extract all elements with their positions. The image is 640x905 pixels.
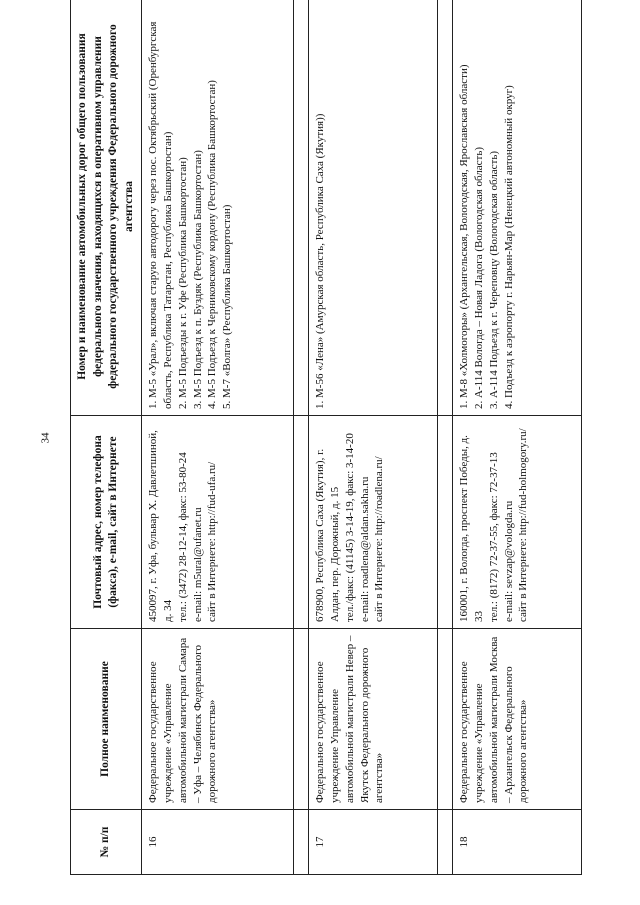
table-row <box>142 0 294 875</box>
header-number: № п/п <box>71 810 142 875</box>
road-item: 4. М-5 Подъезд к Черниковскому кордону (Республика Башкортостан) <box>206 80 219 409</box>
contact-email: e-mail: roadlena@aldan.sakha.ru <box>358 476 371 622</box>
row-number: 16 <box>142 810 294 875</box>
row-separator <box>438 0 453 875</box>
table-row <box>309 0 438 875</box>
contact-address: 160001, г. Вологда, проспект Победы, д. 33 <box>458 435 485 622</box>
row-full-name: Федеральное государственное учреждение Управление автомобильной магистрали Невер – Якутск Федерального дорожного агентства» <box>309 629 438 810</box>
row-contacts <box>309 416 438 629</box>
road-item: 1. М-56 «Лена» (Амурская область, Республика Саха (Якутия)) <box>314 113 327 409</box>
contact-email: e-mail: sevzap@vologda.ru <box>502 500 515 622</box>
road-item: 2. М-5 Подъезды к г. Уфе (Республика Башкортостан) <box>176 157 189 409</box>
table-header-row <box>71 0 142 875</box>
contact-email: e-mail: m5ural@ufanet.ru <box>191 507 204 622</box>
row-number: 18 <box>453 810 582 875</box>
header-roads: Номер и наименование автомобильных дорог общего пользования федерального значения, находящихся в оперативном управлении федерального государственного учреждения Федерального дорожного агентства <box>71 0 142 416</box>
road-item: 1. М-5 «Урал», включая старую автодорогу через пос. Октябрьский (Оренбургская область, Республика Татарстан, Республика Башкортостан) <box>147 21 174 409</box>
road-item: 5. М-7 «Волга» (Республика Башкортостан) <box>221 204 234 409</box>
contact-website: сайт в Интернете: http://fud-ufa.ru/ <box>206 461 219 622</box>
contact-phone: тел./факс: (41145) 3-14-19, факс: 3-14-20 <box>343 433 356 622</box>
row-roads <box>453 0 582 416</box>
road-item: 2. А-114 Вологда – Новая Ладога (Вологодская область) <box>472 146 485 409</box>
row-contacts <box>453 416 582 629</box>
row-full-name: Федеральное государственное учреждение «Управление автомобильной магистрали Самара – Уфа – Челябинск Федерального дорожного агентства» <box>142 629 294 810</box>
road-item: 3. М-5 Подъезд к п. Буздяк (Республика Башкортостан) <box>191 150 204 409</box>
page-number: 34 <box>39 432 52 444</box>
contact-address: 678900, Республика Саха (Якутия), г. Алдан, пер. Дорожный, д. 15 <box>314 448 341 622</box>
road-item: 3. А-114 Подъезд к г. Череповцу (Вологодская область) <box>487 150 500 409</box>
contact-address: 450097, г. Уфа, бульвар Х. Давлетшиной, д. 34 <box>147 430 174 622</box>
row-contacts <box>142 416 294 629</box>
road-item: 1. М-8 «Холмогоры» (Архангельская, Вологодская, Ярославская области) <box>458 64 470 409</box>
row-separator <box>294 0 309 875</box>
row-roads <box>142 0 294 416</box>
contact-phone: тел.: (8172) 72-37-55, факс: 72-37-13 <box>487 452 500 622</box>
contact-website: сайт в Интернете: http://roadlena.ru/ <box>373 456 386 622</box>
contact-website: сайт в Интернете: http://fud-holmogory.ru/ <box>517 428 530 622</box>
header-full-name: Полное наименование <box>71 629 142 810</box>
rotated-page-content <box>70 21 582 875</box>
header-contacts: Почтовый адрес, номер телефона (факса), e-mail, сайт в Интернете <box>71 416 142 629</box>
row-roads <box>309 0 438 416</box>
row-number: 17 <box>309 810 438 875</box>
table-row <box>453 0 582 875</box>
contact-phone: тел.: (3472) 28-12-14, факс: 53-80-24 <box>176 452 189 622</box>
row-full-name: Федеральное государственное учреждение «Управление автомобильной магистрали Москва – Архангельск Федерального дорожного агентства» <box>453 629 582 810</box>
road-item: 4. Подъезд к аэропорту г. Нарьян-Мар (Ненецкий автономный округ) <box>502 85 515 409</box>
roads-table <box>70 0 582 875</box>
